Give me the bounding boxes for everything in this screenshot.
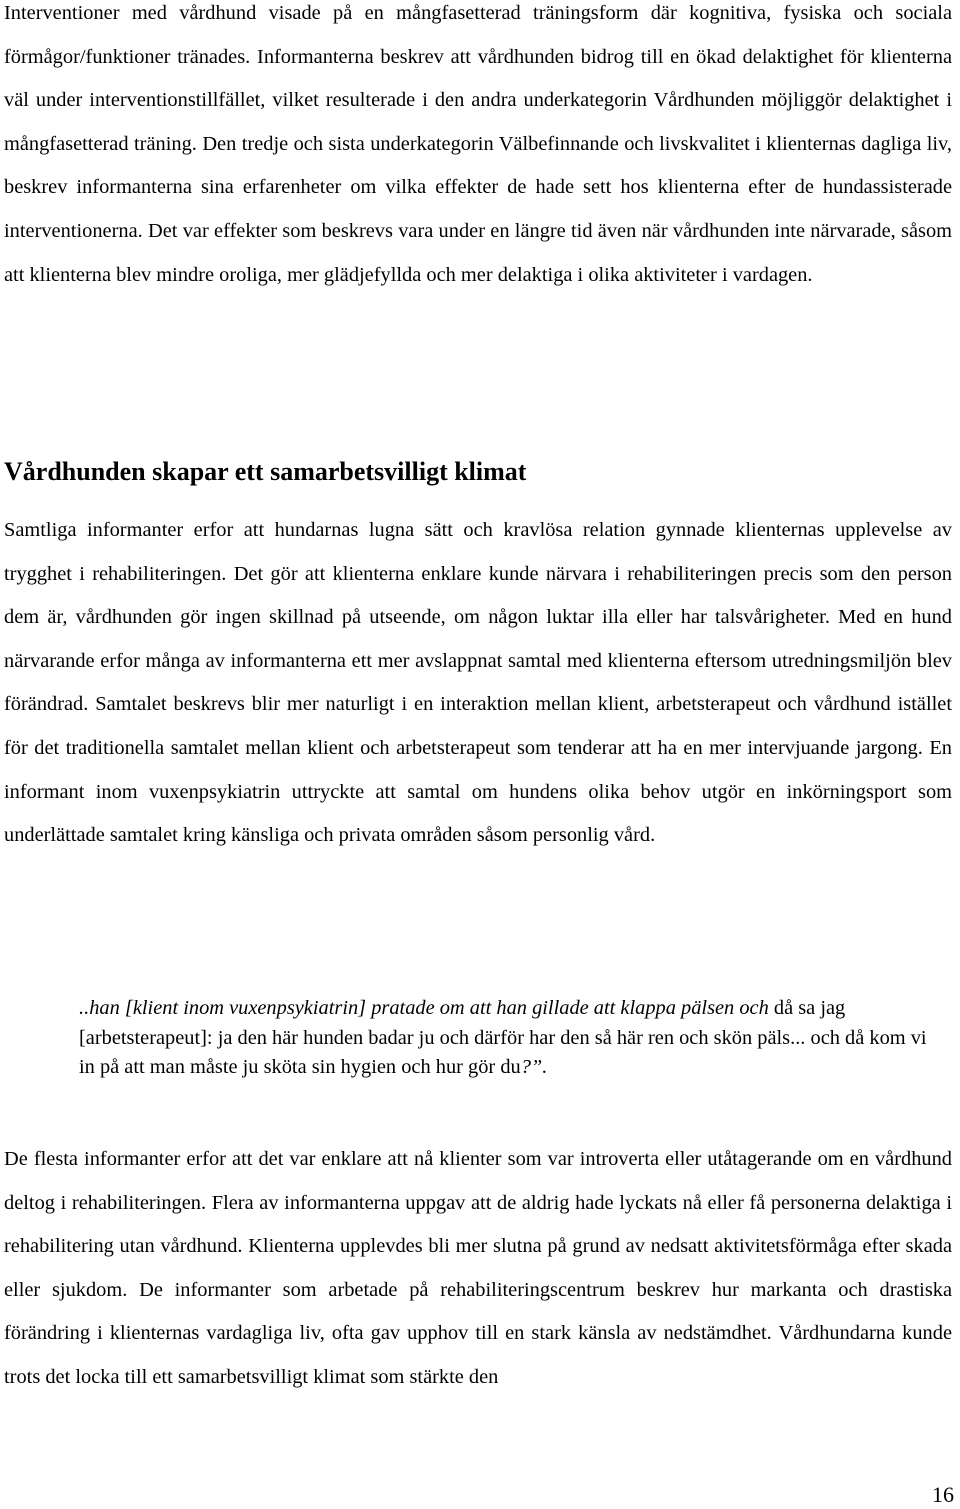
quote-body: då sa jag [arbetsterapeut]: ja den här hunden badar ju och därför har den så här ren och skön päls... och då kom vi in på att man måste ju sköta sin hygien och hur gör du (79, 997, 927, 1079)
quote-italic-start: ..han [klient inom vuxenpsykiatrin] pratade om att han gillade att klappa pälsen och (79, 997, 769, 1019)
body-paragraph-1: Interventioner med vårdhund visade på en mångfasetterad träningsform där kognitiva, fysiska och sociala förmågor/funktioner tränades. Informanterna beskrev att vårdhunden bidrog till en ökad delaktighet för klienterna väl under interventionstillfället, vilket resulterade i den andra underkategorin Vårdhunden möjliggör delaktighet i mångfasetterad träning. Den tredje och sista underkategorin Välbefinnande och livskvalitet i klienternas dagliga liv, beskrev informanterna sina erfarenheter om vilka effekter de hade sett hos klienterna efter de hundassisterade interventionerna. Det var effekter som beskrevs vara under en längre tid även när vårdhunden inte närvarade, såsom att klienterna blev mindre oroliga, mer glädjefyllda och mer delaktiga i olika aktiviteter i vardagen. (4, 2, 952, 286)
block-quote (79, 994, 945, 1083)
quote-italic-end: ?”. (520, 1056, 548, 1079)
page-number: 16 (932, 1482, 954, 1507)
body-paragraph-2: Samtliga informanter erfor att hundarnas lugna sätt och kravlösa relation gynnade klienternas upplevelse av trygghet i rehabiliteringen. Det gör att klienterna enklare kunde närvara i rehabiliteringen precis som den person dem är, vårdhunden gör ingen skillnad på utseende, om någon luktar illa eller har talsvårigheter. Med en hund närvarande erfor många av informanterna ett mer avslappnat samtal med klienterna eftersom utredningsmiljön blev förändrad. Samtalet beskrevs blir mer naturligt i en interaktion mellan klient, arbetsterapeut och vårdhund istället för det traditionella samtalet mellan klient och arbetsterapeut som tenderar att ha en mer intervjuande jargong. En informant inom vuxenpsykiatrin uttryckte att samtal om hundens olika behov utgör en inkörningsport som underlättade samtalet kring känsliga och privata områden såsom personlig vård. (4, 519, 952, 847)
body-paragraph-3: De flesta informanter erfor att det var enklare att nå klienter som var introverta eller utåtagerande om en vårdhund deltog i rehabiliteringen. Flera av informanterna uppgav att de aldrig hade lyckats nå eller få personerna delaktiga i rehabilitering utan vårdhund. Klienterna upplevdes bli mer slutna på grund av nedsatt aktivitetsförmåga efter skada eller sjukdom. De informanter som arbetade på rehabiliteringscentrum beskrev hur markanta och drastiska förändring i klienternas vardagliga liv, ofta gav upphov till en stark känsla av nedstämdhet. Vårdhundarna kunde trots det locka till ett samarbetsvilligt klimat som stärkte den (4, 1148, 952, 1388)
section-heading: Vårdhunden skapar ett samarbetsvilligt klimat (4, 457, 527, 486)
